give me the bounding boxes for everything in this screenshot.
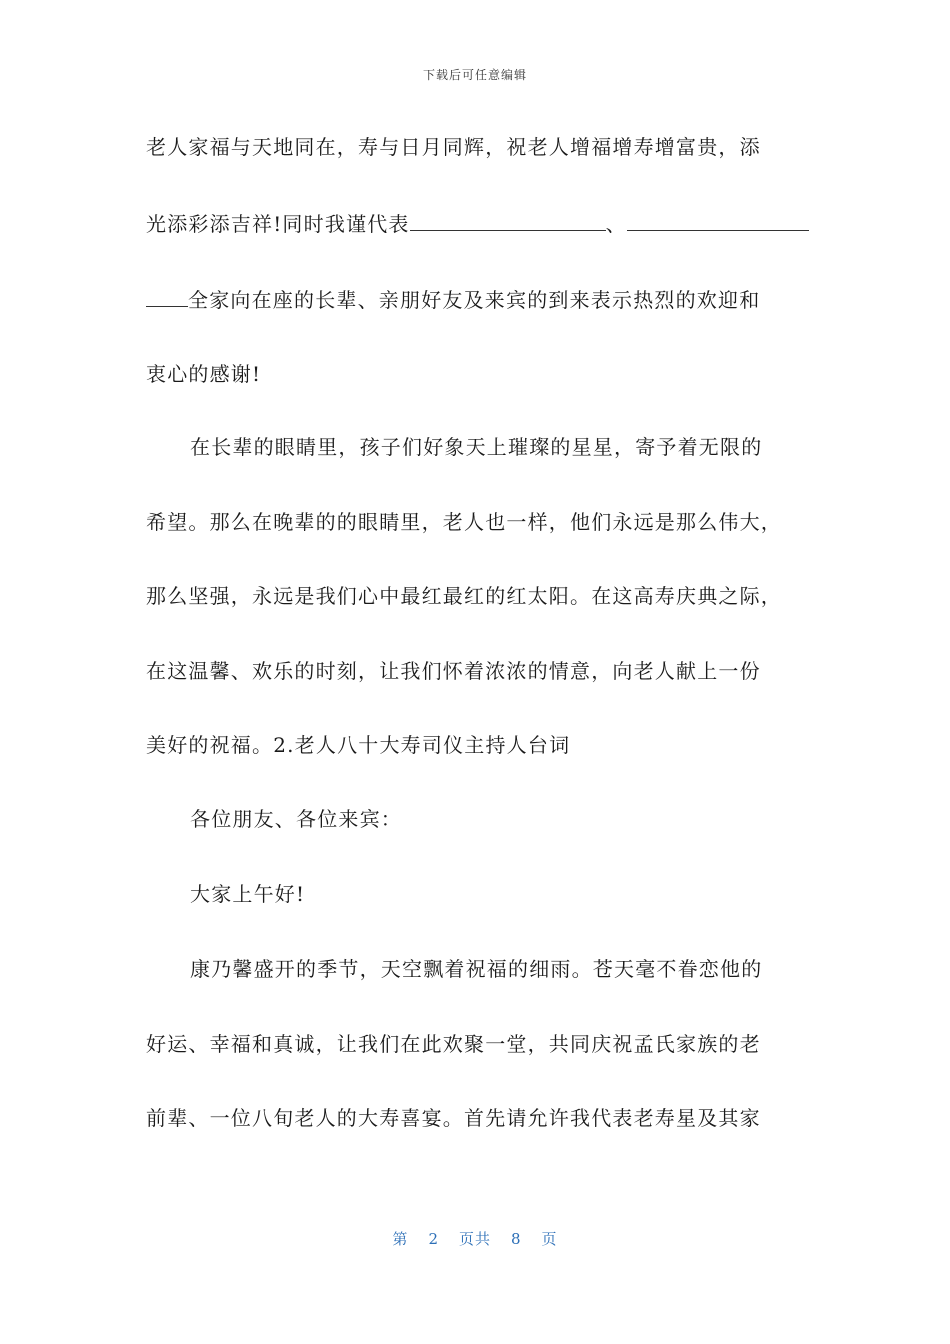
footer-total-pages: 8 — [511, 1230, 522, 1248]
text-line-9: 美好的祝福。2.老人八十大寿司仪主持人台词 — [146, 733, 571, 757]
fill-blank-2 — [627, 210, 809, 231]
text-line-5: 在长辈的眼睛里，孩子们好象天上璀璨的星星，寄予着无限的 — [190, 435, 763, 459]
text-line-11: 大家上午好! — [190, 882, 306, 906]
footer-page-number: 2 — [428, 1230, 439, 1248]
header-note: 下载后可任意编辑 — [422, 68, 527, 82]
text-line-8: 在这温馨、欢乐的时刻，让我们怀着浓浓的情意，向老人献上一份 — [146, 659, 761, 683]
text-line-2-start: 光添彩添吉祥!同时我谨代表 — [146, 212, 410, 236]
text-line-7: 那么坚强，永远是我们心中最红最红的红太阳。在这高寿庆典之际， — [146, 584, 782, 608]
fill-blank-3 — [146, 286, 188, 307]
text-line-3 — [146, 286, 816, 314]
text-line-14: 前辈、一位八旬老人的大寿喜宴。首先请允许我代表老寿星及其家 — [146, 1106, 761, 1130]
text-line-10: 各位朋友、各位来宾： — [190, 807, 402, 831]
text-line-4: 衷心的感谢! — [146, 362, 262, 386]
text-line-3-rest: 全家向在座的长辈、亲朋好友及来宾的到来表示热烈的欢迎和 — [188, 288, 761, 312]
text-line-2 — [146, 210, 816, 238]
text-line-12: 康乃馨盛开的季节，天空飘着祝福的细雨。苍天毫不眷恋他的 — [190, 957, 763, 981]
footer-di: 第 — [392, 1230, 409, 1248]
text-line-2-sep: 、 — [605, 212, 627, 236]
text-line-1: 老人家福与天地同在，寿与日月同辉，祝老人增福增寿增富贵，添 — [146, 135, 761, 159]
page-footer — [0, 1228, 950, 1249]
fill-blank-1 — [410, 210, 606, 231]
footer-ye-gong: 页共 — [458, 1230, 491, 1248]
text-line-6: 希望。那么在晚辈的的眼睛里，老人也一样，他们永远是那么伟大， — [146, 510, 782, 534]
text-line-13: 好运、幸福和真诚，让我们在此欢聚一堂，共同庆祝孟氏家族的老 — [146, 1032, 761, 1056]
footer-ye: 页 — [541, 1230, 558, 1248]
